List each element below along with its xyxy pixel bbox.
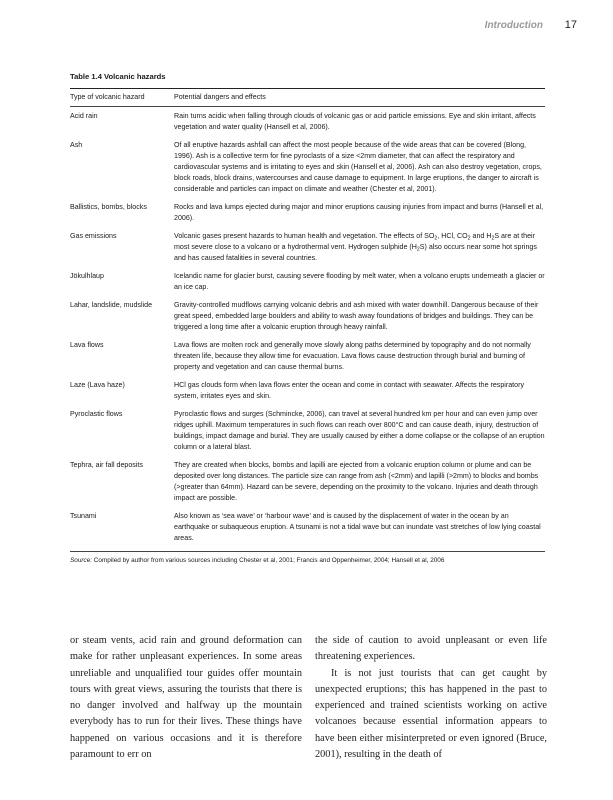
hazard-type: Lava flows <box>70 341 104 349</box>
table-source <box>70 556 545 566</box>
body-column-right <box>315 633 547 763</box>
body-column-left <box>70 633 302 763</box>
running-head-title: Introduction <box>484 20 543 31</box>
volcanic-hazards-table-block <box>70 72 545 566</box>
gas-text: S are at their most severe close to a volcano or a hydrothermal vent. Hydrogen sulphide (H <box>174 232 535 251</box>
gas-text: , HCl, CO <box>437 232 468 240</box>
header-effects: Potential dangers and effects <box>174 93 266 101</box>
hazard-effects: Rain turns acidic when falling through clouds of volcanic gas or acid particle emissions. Eye and skin irritant, affects vegetation and water quality (Hansell et al, 2006). <box>174 112 536 131</box>
table-row <box>70 380 545 409</box>
hazard-effects: HCl gas clouds form when lava flows enter the ocean and come in contact with seawater. Affects the respiratory system, irritates eyes and skin. <box>174 381 525 400</box>
table-row <box>70 231 545 271</box>
table-row <box>70 300 545 340</box>
subscript: 2 <box>467 235 471 242</box>
hazard-type: Jökulhlaup <box>70 272 104 280</box>
hazard-type: Tephra, air fall deposits <box>70 461 143 469</box>
hazard-effects: Of all eruptive hazards ashfall can affect the most people because of the wide areas that can be covered (Blong, 1996). Ash is a collective term for fine pyroclasts of a size <2mm diameter, that can affect the respiratory and cardiovascular systems and is irritating to eyes and skin (Hansell et al, 2006). Ash can also destroy vegetation, crops, block roads, block drains, watercourses and cause damage to equipment. In large eruptions, the danger to aircraft is considerable and particles can impact on climate and weather (Chester et al, 2001). <box>174 141 542 193</box>
volcanic-hazards-table <box>70 89 545 551</box>
hazard-type: Laze (Lava haze) <box>70 381 125 389</box>
subscript: 2 <box>434 235 438 242</box>
subscript: 2 <box>416 246 420 253</box>
hazard-effects: Pyroclastic flows and surges (Schmincke, 2006), can travel at several hundred km per hour and can even jump over ridges uphill. Maximum temperatures in such flows can reach over 800°C and can cause death, injury, destruction of buildings, impact damage and burial. They are usually caused by either a dome collapse or the collapse of an eruption column or a lateral blast. <box>174 410 545 451</box>
hazard-type: Ballistics, bombs, blocks <box>70 203 147 211</box>
hazard-effects: Gravity-controlled mudflows carrying volcanic debris and ash mixed with water downhill. Dangerous because of their great speed, embedded large boulders and ability to wash away foundations of bridges and buildings. They can be triggered a long time after a volcanic eruption through heavy rainfall. <box>174 301 539 331</box>
page-number: 17 <box>564 19 577 31</box>
hazard-type: Pyroclastic flows <box>70 410 123 418</box>
table-row <box>70 140 545 202</box>
gas-text: and H <box>470 232 492 240</box>
table-row <box>70 202 545 231</box>
table-row <box>70 271 545 300</box>
gas-text: Volcanic gases present hazards to human health and vegetation. The effects of SO <box>174 232 435 240</box>
gas-text: S) also occurs near some hot springs and has caused fatalities in several countries. <box>174 243 537 262</box>
table-row <box>70 460 545 511</box>
hazard-type: Lahar, landslide, mudslide <box>70 301 153 309</box>
hazard-type: Tsunami <box>70 512 97 520</box>
table-row <box>70 340 545 380</box>
table-row <box>70 511 545 551</box>
source-text: Compiled by author from various sources including Chester et al, 2001; Francis and Oppenheimer, 2004; Hansell et al, 2006 <box>92 557 445 564</box>
hazard-type: Ash <box>70 141 83 149</box>
body-paragraph: or steam vents, acid rain and ground deformation can make for rather unpleasant experiences. In some areas unreliable and unqualified tour guides offer mountain tours with great views, assuring the tourists that there is no danger involved and halfway up the mountain everybody has to run for their lives. These things have happened on various occasions and it is therefore paramount to err on <box>70 635 302 761</box>
body-paragraph: the side of caution to avoid unpleasant or even life threatening experiences. <box>315 635 547 663</box>
header-type: Type of volcanic hazard <box>70 93 145 101</box>
source-label: Source: <box>70 557 93 564</box>
hazard-type: Gas emissions <box>70 232 117 240</box>
table-header-row <box>70 89 545 106</box>
table-row <box>70 107 545 140</box>
hazard-effects-gas-emissions <box>174 231 545 271</box>
hazard-effects: Rocks and lava lumps ejected during major and minor eruptions causing injuries from impact and burns (Hansell et al, 2006). <box>174 203 544 222</box>
table-caption: Table 1.4 Volcanic hazards <box>70 72 166 81</box>
hazard-effects: Also known as ‘sea wave’ or ‘harbour wave’ and is caused by the displacement of water in the ocean by an earthquake or subaqueous eruption. A tsunami is not a tidal wave but can inundate vast stretches of low lying coastal areas. <box>174 512 541 542</box>
body-paragraph: It is not just tourists that can get caught by unexpected eruptions; this has happened in the past to experienced and trained scientists working on active volcanoes because essential information appears to have been either misinterpreted or even ignored (Bruce, 2001), resulting in the death of <box>315 667 547 761</box>
table-bottom-rule <box>70 551 545 552</box>
hazard-effects: Icelandic name for glacier burst, causing severe flooding by melt water, when a volcano erupts underneath a glacier or an ice cap. <box>174 272 545 291</box>
hazard-effects: Lava flows are molten rock and generally move slowly along paths determined by topography and do not normally threaten life, because they allow time for evacuation. Lava flows cause destruction through burial and burning of property and vegetation and can cause thermal burns. <box>174 341 531 371</box>
hazard-effects: They are created when blocks, bombs and lapilli are ejected from a volcanic eruption column or plume and can be deposited over long distances. The particle size can range from ash (<2mm) and lapilli (>2mm) to blocks and bombs (>greater than 64mm). Hazard can be severe, depending on the proximity to the volcano. Injuries and death through impact are possible. <box>174 461 539 502</box>
hazard-type: Acid rain <box>70 112 98 120</box>
subscript: 2 <box>491 235 495 242</box>
table-row <box>70 409 545 460</box>
running-head <box>0 20 613 34</box>
